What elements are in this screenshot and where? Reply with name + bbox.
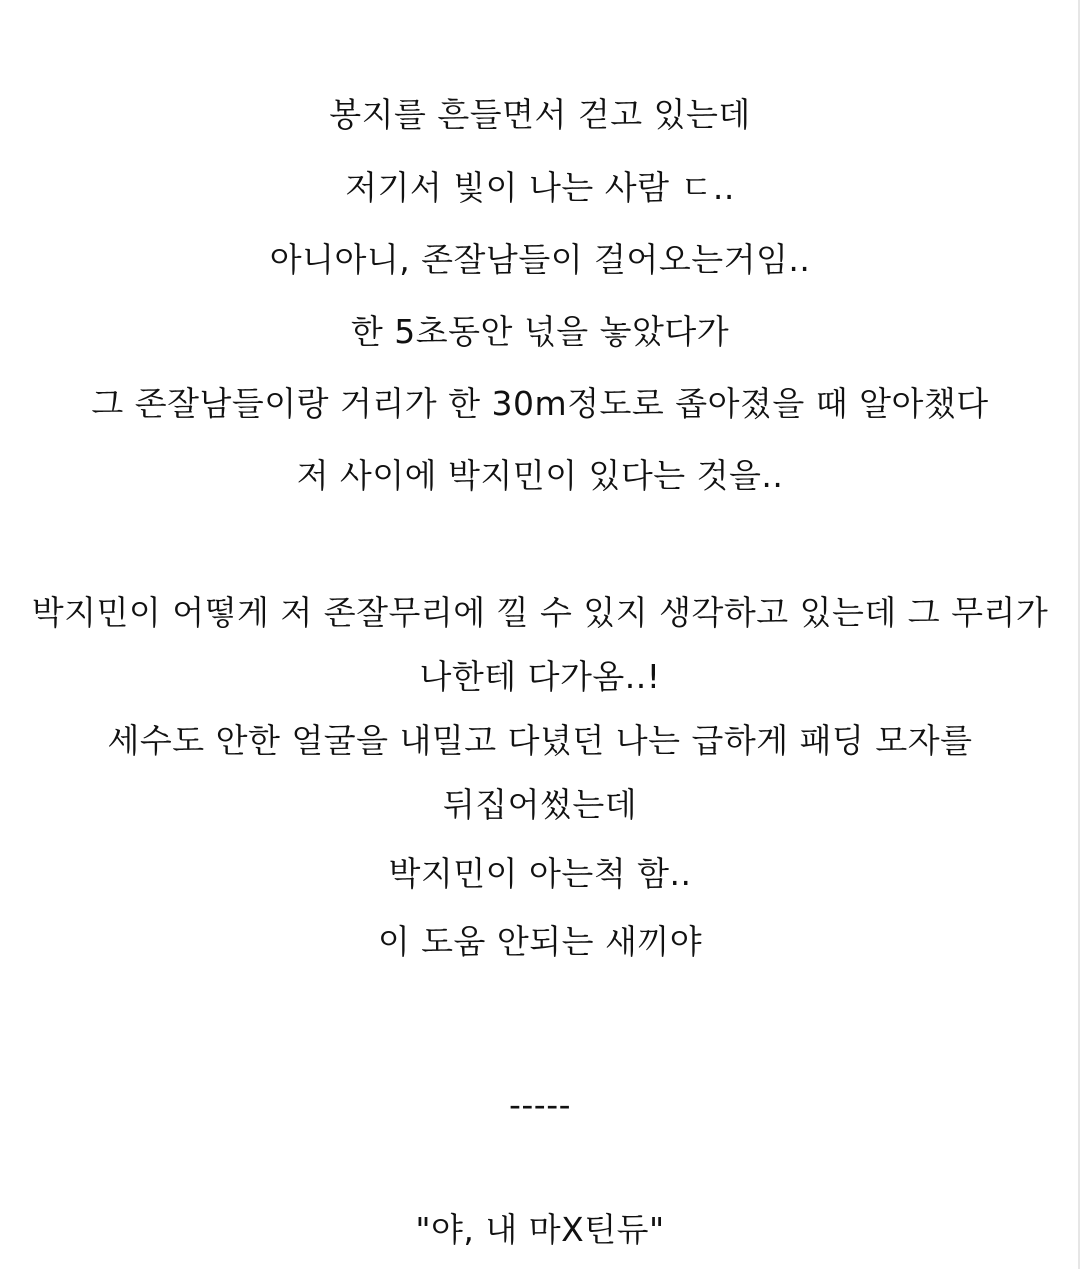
section-divider: ----- [508, 1085, 572, 1124]
dialogue-quote: "야, 내 마X틴듀" [415, 1210, 665, 1249]
story-line: 박지민이 어떻게 저 존잘무리에 낄 수 있지 생각하고 있는데 그 무리가 [31, 593, 1049, 632]
story-line: 저기서 빛이 나는 사람 ㄷ.. [345, 168, 735, 207]
story-line: 한 5초동안 넋을 놓았다가 [350, 312, 730, 351]
story-line: 세수도 안한 얼굴을 내밀고 다녔던 나는 급하게 패딩 모자를 [107, 721, 973, 760]
story-line: 이 도움 안되는 새끼야 [377, 922, 703, 961]
story-line: 뒤집어썼는데 [442, 785, 638, 824]
story-line: 박지민이 아는척 함.. [388, 854, 692, 893]
story-line: 저 사이에 박지민이 있다는 것을.. [296, 456, 784, 495]
story-line: 나한테 다가옴..! [419, 657, 661, 696]
story-line: 봉지를 흔들면서 걷고 있는데 [329, 95, 751, 134]
story-line: 그 존잘남들이랑 거리가 한 30m정도로 좁아졌을 때 알아챘다 [91, 384, 989, 423]
story-line: 아니아니, 존잘남들이 걸어오는거임.. [269, 240, 811, 279]
